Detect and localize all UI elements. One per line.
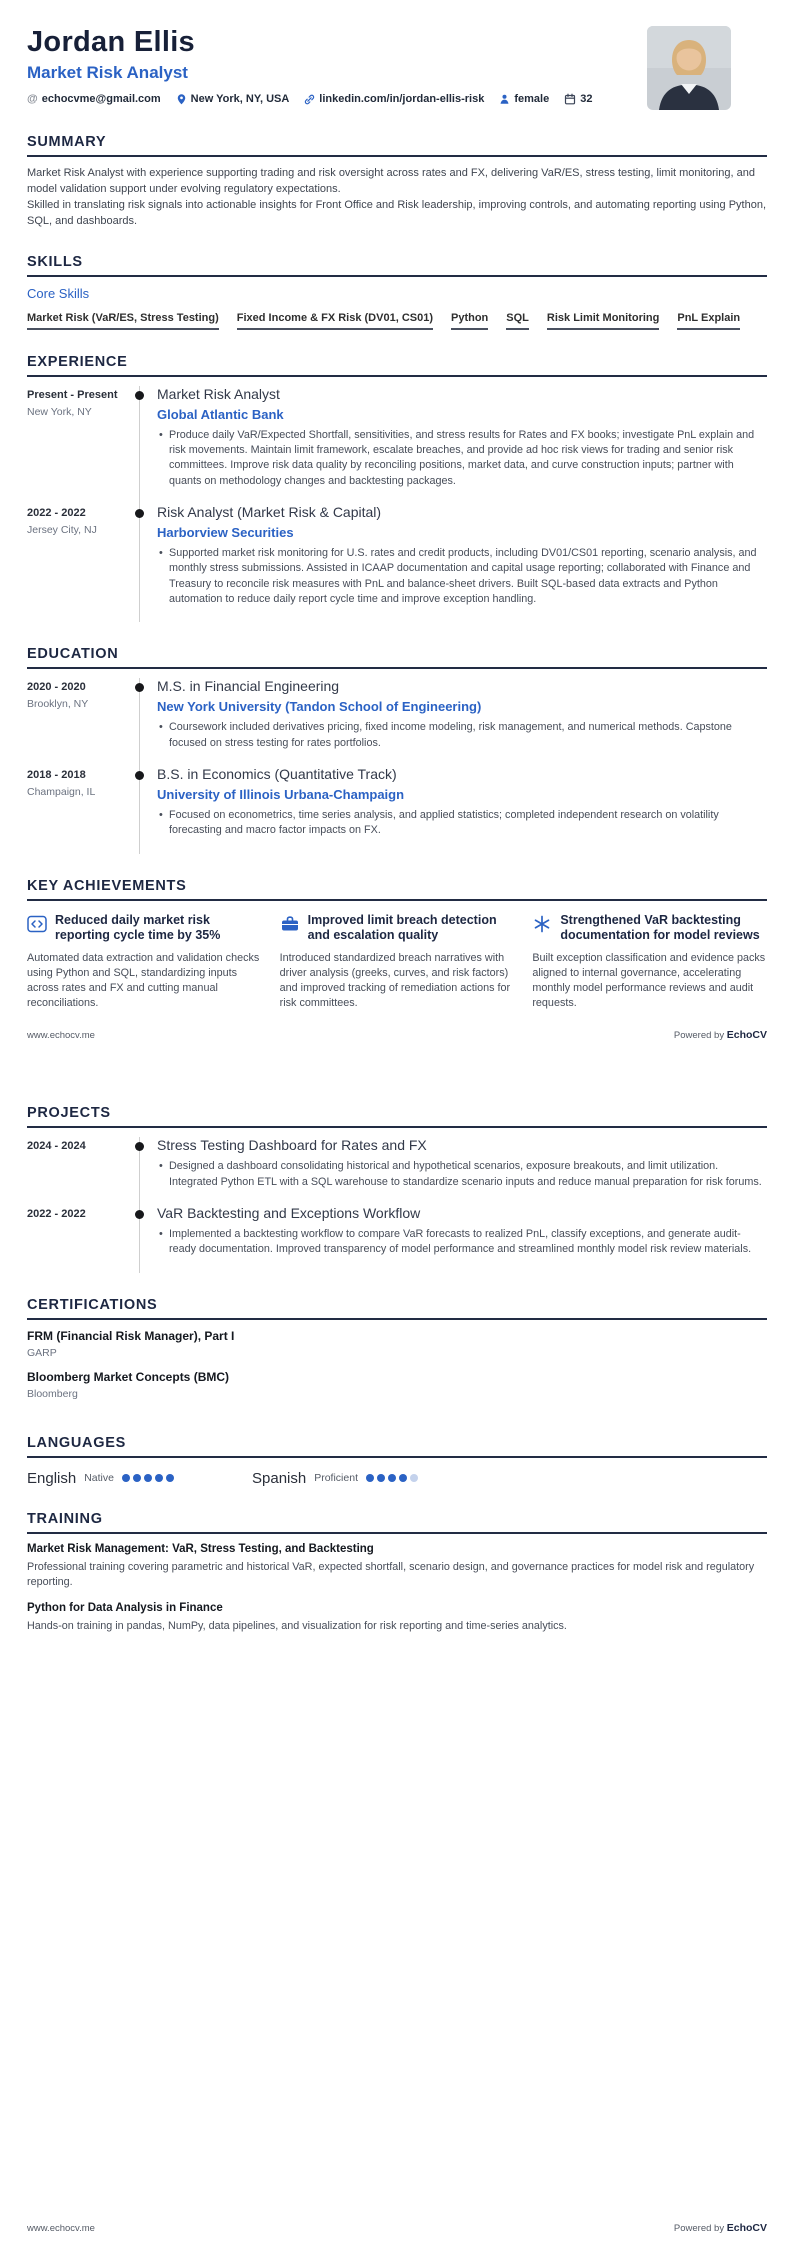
entry-bullet: • Implemented a backtesting workflow to compare VaR forecasts to realized PnL, classify exceptions, and generate audit-ready documentation. Improved transparency of model performance and streamlined monthly model risk review materials. <box>157 1227 767 1258</box>
section-languages <box>27 1435 767 1487</box>
entry-degree: B.S. in Economics (Quantitative Track) <box>157 766 397 783</box>
achievement-text: Automated data extraction and validation checks using Python and SQL, standardizing inputs across rates and FX and cutting manual reconciliations. <box>27 951 260 1010</box>
training-item <box>27 1543 767 1590</box>
achievement-title: Reduced daily market risk reporting cycle time by 35% <box>55 912 221 943</box>
language-proficiency-dots <box>366 1474 418 1482</box>
entry-meta <box>27 678 139 766</box>
calendar-icon <box>564 93 576 105</box>
entry-role: Risk Analyst (Market Risk & Capital) <box>157 504 382 521</box>
achievement-item <box>532 913 767 1012</box>
proficiency-dot <box>144 1474 152 1482</box>
section-certifications <box>27 1297 767 1411</box>
timeline-line <box>139 1205 140 1273</box>
skill-tag: Risk Limit Monitoring <box>547 312 659 330</box>
entry-location: Champaign, IL <box>27 786 96 799</box>
entry-degree: M.S. in Financial Engineering <box>157 678 340 695</box>
section-skills <box>27 254 767 330</box>
skill-tag: Fixed Income & FX Risk (DV01, CS01) <box>237 312 433 330</box>
achievement-head <box>532 913 767 944</box>
skill-tag: Market Risk (VaR/ES, Stress Testing) <box>27 312 219 330</box>
link-icon <box>304 94 315 105</box>
proficiency-dot <box>377 1474 385 1482</box>
timeline-line <box>139 1137 140 1205</box>
certification-issuer: GARP <box>27 1346 57 1359</box>
experience-entry <box>27 504 767 622</box>
entry-company: Harborview Securities <box>157 525 294 541</box>
section-training <box>27 1511 767 1646</box>
timeline-line <box>139 386 140 504</box>
skill-tag-list <box>27 312 767 330</box>
timeline-dot <box>135 1210 144 1219</box>
certification-title: Bloomberg Market Concepts (BMC) <box>27 1369 230 1384</box>
entry-content <box>140 1205 767 1273</box>
project-entry <box>27 1137 767 1205</box>
project-entry <box>27 1205 767 1273</box>
summary-paragraph: Market Risk Analyst with experience supporting trading and risk oversight across rates and FX, delivering VaR/ES, stress testing, limit monitoring, and model validation support under evolving regulatory expectations. <box>27 167 755 195</box>
language-item <box>27 1470 252 1487</box>
certification-item <box>27 1329 767 1359</box>
achievements-heading: KEY ACHIEVEMENTS <box>27 878 767 901</box>
contact-gender-text: female <box>514 93 550 105</box>
achievement-head <box>280 913 515 944</box>
training-text: Hands-on training in pandas, NumPy, data pipelines, and visualization for risk reporting and time-series analytics. <box>27 1619 567 1632</box>
achievement-text: Introduced standardized breach narratives with driver analysis (greeks, curves, and risk factors) and improved tracking of remediation actions for risk committees. <box>279 951 511 1010</box>
certifications-body <box>27 1320 767 1400</box>
summary-body <box>27 157 767 230</box>
at-icon: @ <box>27 93 38 105</box>
proficiency-dot <box>399 1474 407 1482</box>
entry-company: Global Atlantic Bank <box>157 406 284 422</box>
achievement-title: Strengthened VaR backtesting documentation for model reviews <box>560 912 760 943</box>
timeline-dot <box>135 771 144 780</box>
entry-location: Brooklyn, NY <box>27 698 89 711</box>
skill-tag: SQL <box>506 312 529 330</box>
project-title: VaR Backtesting and Exceptions Workflow <box>157 1205 421 1222</box>
entry-bullet: • Designed a dashboard consolidating historical and hypothetical scenarios, exposure breakouts, and limit utilization. Integrated Python ETL with a SQL warehouse to standardize scenario inputs and reduce manual preparation for risk forums. <box>157 1159 767 1190</box>
page1-footer <box>27 1029 767 1041</box>
contact-age-text: 32 <box>580 93 593 105</box>
proficiency-dot <box>155 1474 163 1482</box>
experience-body <box>27 377 767 623</box>
summary-heading: SUMMARY <box>27 134 767 157</box>
page2-footer <box>27 2222 767 2234</box>
entry-school: University of Illinois Urbana-Champaign <box>157 787 405 803</box>
section-projects <box>27 1105 767 1272</box>
briefcase-icon <box>280 914 300 939</box>
entry-content <box>140 504 767 622</box>
code-icon <box>27 914 47 939</box>
entry-dates: Present - Present <box>27 388 118 401</box>
brand-name: EchoCV <box>726 1029 767 1042</box>
contact-gender <box>499 93 549 105</box>
achievement-head <box>27 913 262 944</box>
summary-paragraph: Skilled in translating risk signals into actionable insights for Front Office and Risk leadership, improving controls, and automating reporting using Python, SQL, and dashboards. <box>27 198 767 227</box>
timeline-line <box>139 766 140 854</box>
proficiency-dot <box>410 1474 418 1482</box>
skills-group-label: Core Skills <box>27 285 90 301</box>
proficiency-dot <box>122 1474 130 1482</box>
contact-linkedin[interactable] <box>304 93 484 105</box>
section-education <box>27 646 767 853</box>
proficiency-dot <box>388 1474 396 1482</box>
snowflake-icon <box>532 914 552 939</box>
experience-heading: EXPERIENCE <box>27 354 767 377</box>
achievement-item <box>27 913 262 1012</box>
footer-powered-by <box>674 1029 767 1041</box>
training-body <box>27 1534 767 1634</box>
entry-bullet-list <box>157 1159 767 1190</box>
entry-content <box>140 766 767 854</box>
entry-dates: 2022 - 2022 <box>27 507 86 520</box>
language-proficiency-dots <box>122 1474 174 1482</box>
certification-issuer: Bloomberg <box>27 1387 78 1400</box>
section-achievements <box>27 878 767 1012</box>
certification-title: FRM (Financial Risk Manager), Part I <box>27 1328 235 1343</box>
profile-photo <box>647 26 731 110</box>
achievement-item <box>280 913 515 1012</box>
contact-location <box>176 93 290 105</box>
person-icon <box>499 93 510 105</box>
entry-location: Jersey City, NJ <box>27 524 97 537</box>
language-item <box>252 1470 477 1487</box>
training-title: Python for Data Analysis in Finance <box>27 1601 223 1614</box>
entry-school: New York University (Tandon School of Engineering) <box>157 699 482 715</box>
skills-body <box>27 277 767 330</box>
contact-email-text: echocvme@gmail.com <box>41 93 161 105</box>
entry-bullet-list <box>157 808 767 839</box>
timeline-line <box>139 504 140 622</box>
certification-item <box>27 1370 767 1400</box>
timeline-dot <box>135 391 144 400</box>
powered-by-text: Powered by <box>673 2223 727 2234</box>
entry-bullet: • Coursework included derivatives pricing, fixed income modeling, risk management, and numerical methods. Capstone focused on stress testing for rates portfolios. <box>157 720 767 751</box>
languages-row <box>27 1458 767 1487</box>
entry-content <box>140 1137 767 1205</box>
language-name: English <box>27 1469 77 1487</box>
entry-meta <box>27 1205 139 1273</box>
section-summary <box>27 134 767 230</box>
language-name: Spanish <box>252 1469 307 1487</box>
projects-body <box>27 1128 767 1272</box>
education-heading: EDUCATION <box>27 646 767 669</box>
timeline-dot <box>135 509 144 518</box>
entry-bullet: • Produce daily VaR/Expected Shortfall, sensitivities, and stress results for Rates and FX books; investigate PnL explain and risk movements. Maintain limit framework, escalate breaches, and provide ad hoc risk views for trading and senior risk committees. Improve risk data quality by reconciling positions, market data, and curve construction inputs; partner with quants on methodology changes and backtesting packages. <box>157 428 767 489</box>
achievement-title: Improved limit breach detection and escalation quality <box>307 912 497 943</box>
entry-meta <box>27 504 139 622</box>
entry-bullet-list <box>157 546 767 607</box>
entry-location: New York, NY <box>27 405 92 418</box>
skill-tag: PnL Explain <box>677 312 740 330</box>
entry-role: Market Risk Analyst <box>157 385 280 402</box>
location-icon <box>176 93 187 105</box>
project-title: Stress Testing Dashboard for Rates and FX <box>157 1137 427 1154</box>
entry-bullet: • Focused on econometrics, time series analysis, and applied statistics; completed independent research on volatility forecasting and macro factor impacts on FX. <box>157 808 767 839</box>
timeline-line <box>139 678 140 766</box>
proficiency-dot <box>133 1474 141 1482</box>
entry-meta <box>27 766 139 854</box>
proficiency-dot <box>366 1474 374 1482</box>
section-experience <box>27 354 767 623</box>
languages-heading: LANGUAGES <box>27 1435 767 1458</box>
footer-site-link[interactable]: www.echocv.me <box>27 1029 95 1041</box>
education-entry <box>27 678 767 766</box>
entry-meta <box>27 1137 139 1205</box>
footer-site-link[interactable]: www.echocv.me <box>27 2222 95 2234</box>
footer-powered-by <box>674 2222 767 2234</box>
contact-age <box>564 93 592 105</box>
skill-tag: Python <box>451 312 488 330</box>
entry-content <box>140 678 767 766</box>
entry-bullet-list <box>157 720 767 751</box>
training-heading: TRAINING <box>27 1511 767 1534</box>
entry-dates: 2024 - 2024 <box>27 1140 86 1153</box>
resume-header <box>27 26 767 110</box>
entry-bullet-list <box>157 1227 767 1258</box>
entry-dates: 2020 - 2020 <box>27 681 86 694</box>
contact-row <box>27 93 592 105</box>
language-level: Native <box>84 1472 114 1485</box>
entry-meta <box>27 386 139 504</box>
header-text-block <box>27 26 592 105</box>
contact-location-text: New York, NY, USA <box>190 93 290 105</box>
job-title: Market Risk Analyst <box>27 63 188 82</box>
language-level: Proficient <box>314 1472 358 1485</box>
entry-bullet-list <box>157 428 767 489</box>
skills-heading: SKILLS <box>27 254 767 277</box>
education-entry <box>27 766 767 854</box>
brand-name: EchoCV <box>726 2222 767 2234</box>
entry-dates: 2022 - 2022 <box>27 1208 86 1221</box>
education-body <box>27 669 767 853</box>
powered-by-text: Powered by <box>673 1030 727 1042</box>
achievements-grid <box>27 901 767 1012</box>
training-item <box>27 1602 767 1634</box>
training-title: Market Risk Management: VaR, Stress Testing, and Backtesting <box>27 1542 374 1555</box>
experience-entry <box>27 386 767 504</box>
training-text: Professional training covering parametric and historical VaR, expected shortfall, scenario design, and governance practices for model risk and regulatory reporting. <box>27 1560 755 1588</box>
contact-email[interactable] <box>27 93 161 105</box>
contact-linkedin-text: linkedin.com/in/jordan-ellis-risk <box>319 93 485 105</box>
projects-heading: PROJECTS <box>27 1105 767 1128</box>
proficiency-dot <box>166 1474 174 1482</box>
entry-bullet: • Supported market risk monitoring for U.S. rates and credit products, including DV01/CS01 reporting, scenario analysis, and monthly stress submissions. Assisted in ICAAP documentation and capital usage reporting; collaborated with Finance and Treasury to reconcile risk measures with PnL and balance-sheet drivers. Built SQL-based data extracts and Python automation to reduce daily report cycle time and improve exception handling. <box>157 546 767 607</box>
certifications-heading: CERTIFICATIONS <box>27 1297 767 1320</box>
achievement-text: Built exception classification and evidence packs aligned to internal governance, accelerating monthly model performance reviews and audit requests. <box>532 951 766 1010</box>
entry-dates: 2018 - 2018 <box>27 769 86 782</box>
entry-content <box>140 386 767 504</box>
person-name: Jordan Ellis <box>27 26 195 58</box>
